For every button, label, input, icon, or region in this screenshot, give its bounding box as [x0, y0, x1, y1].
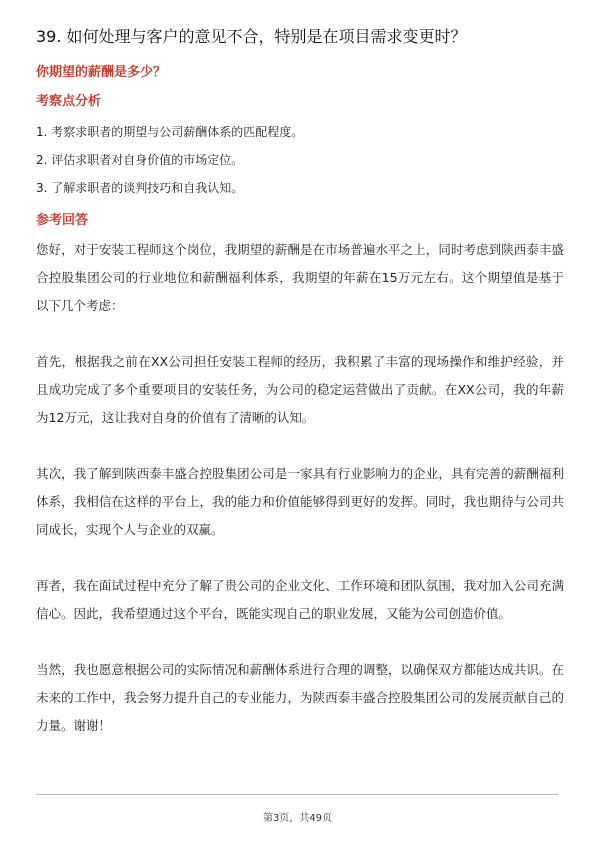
answer-paragraph: 您好，对于安装工程师这个岗位，我期望的薪酬是在市场普遍水平之上，同时考虑到陕西泰丰盛合控股集团公司的行业地位和薪酬福利体系，我期望的年薪在15万元左右。这个期望值是基于以下几个考虑：	[36, 242, 564, 313]
answer-heading: 参考回答	[36, 213, 89, 228]
list-item: 2. 评估求职者对自身价值的市场定位。	[36, 153, 244, 167]
analysis-heading: 考察点分析	[36, 94, 102, 109]
list-item: 3. 了解求职者的谈判技巧和自我认知。	[36, 181, 244, 195]
page-number: 第3页，共49页	[262, 813, 333, 824]
answer-paragraph: 其次，我了解到陕西泰丰盛合控股集团公司是一家具有行业影响力的企业，具有完善的薪酬福利体系，我相信在这样的平台上，我的能力和价值能够得到更好的发挥。同时，我也期待与公司共同成长，实现个人与企业的双赢。	[36, 466, 564, 537]
answer-body	[36, 236, 564, 768]
analysis-list	[36, 118, 566, 202]
answer-paragraph: 首先，根据我之前在XX公司担任安装工程师的经历，我积累了丰富的现场操作和维护经验，并且成功完成了多个重要项目的安装任务，为公司的稳定运营做出了贡献。在XX公司，我的年薪为12万元，这让我对自身的价值有了清晰的认知。	[36, 354, 564, 425]
list-item: 1. 考察求职者的期望与公司薪酬体系的匹配程度。	[36, 125, 304, 139]
answer-paragraph: 当然，我也愿意根据公司的实际情况和薪酬体系进行合理的调整，以确保双方都能达成共识。在未来的工作中，我会努力提升自己的专业能力，为陕西泰丰盛合控股集团公司的发展贡献自己的力量。谢谢！	[36, 662, 564, 733]
sub-question-heading: 你期望的薪酬是多少？	[36, 65, 167, 80]
footer-divider	[36, 794, 559, 795]
answer-paragraph: 再者，我在面试过程中充分了解了贵公司的企业文化、工作环境和团队氛围，我对加入公司充满信心。因此，我希望通过这个平台，既能实现自己的职业发展，又能为公司创造价值。	[36, 578, 564, 621]
question-title: 39. 如何处理与客户的意见不合，特别是在项目需求变更时？	[36, 27, 467, 46]
